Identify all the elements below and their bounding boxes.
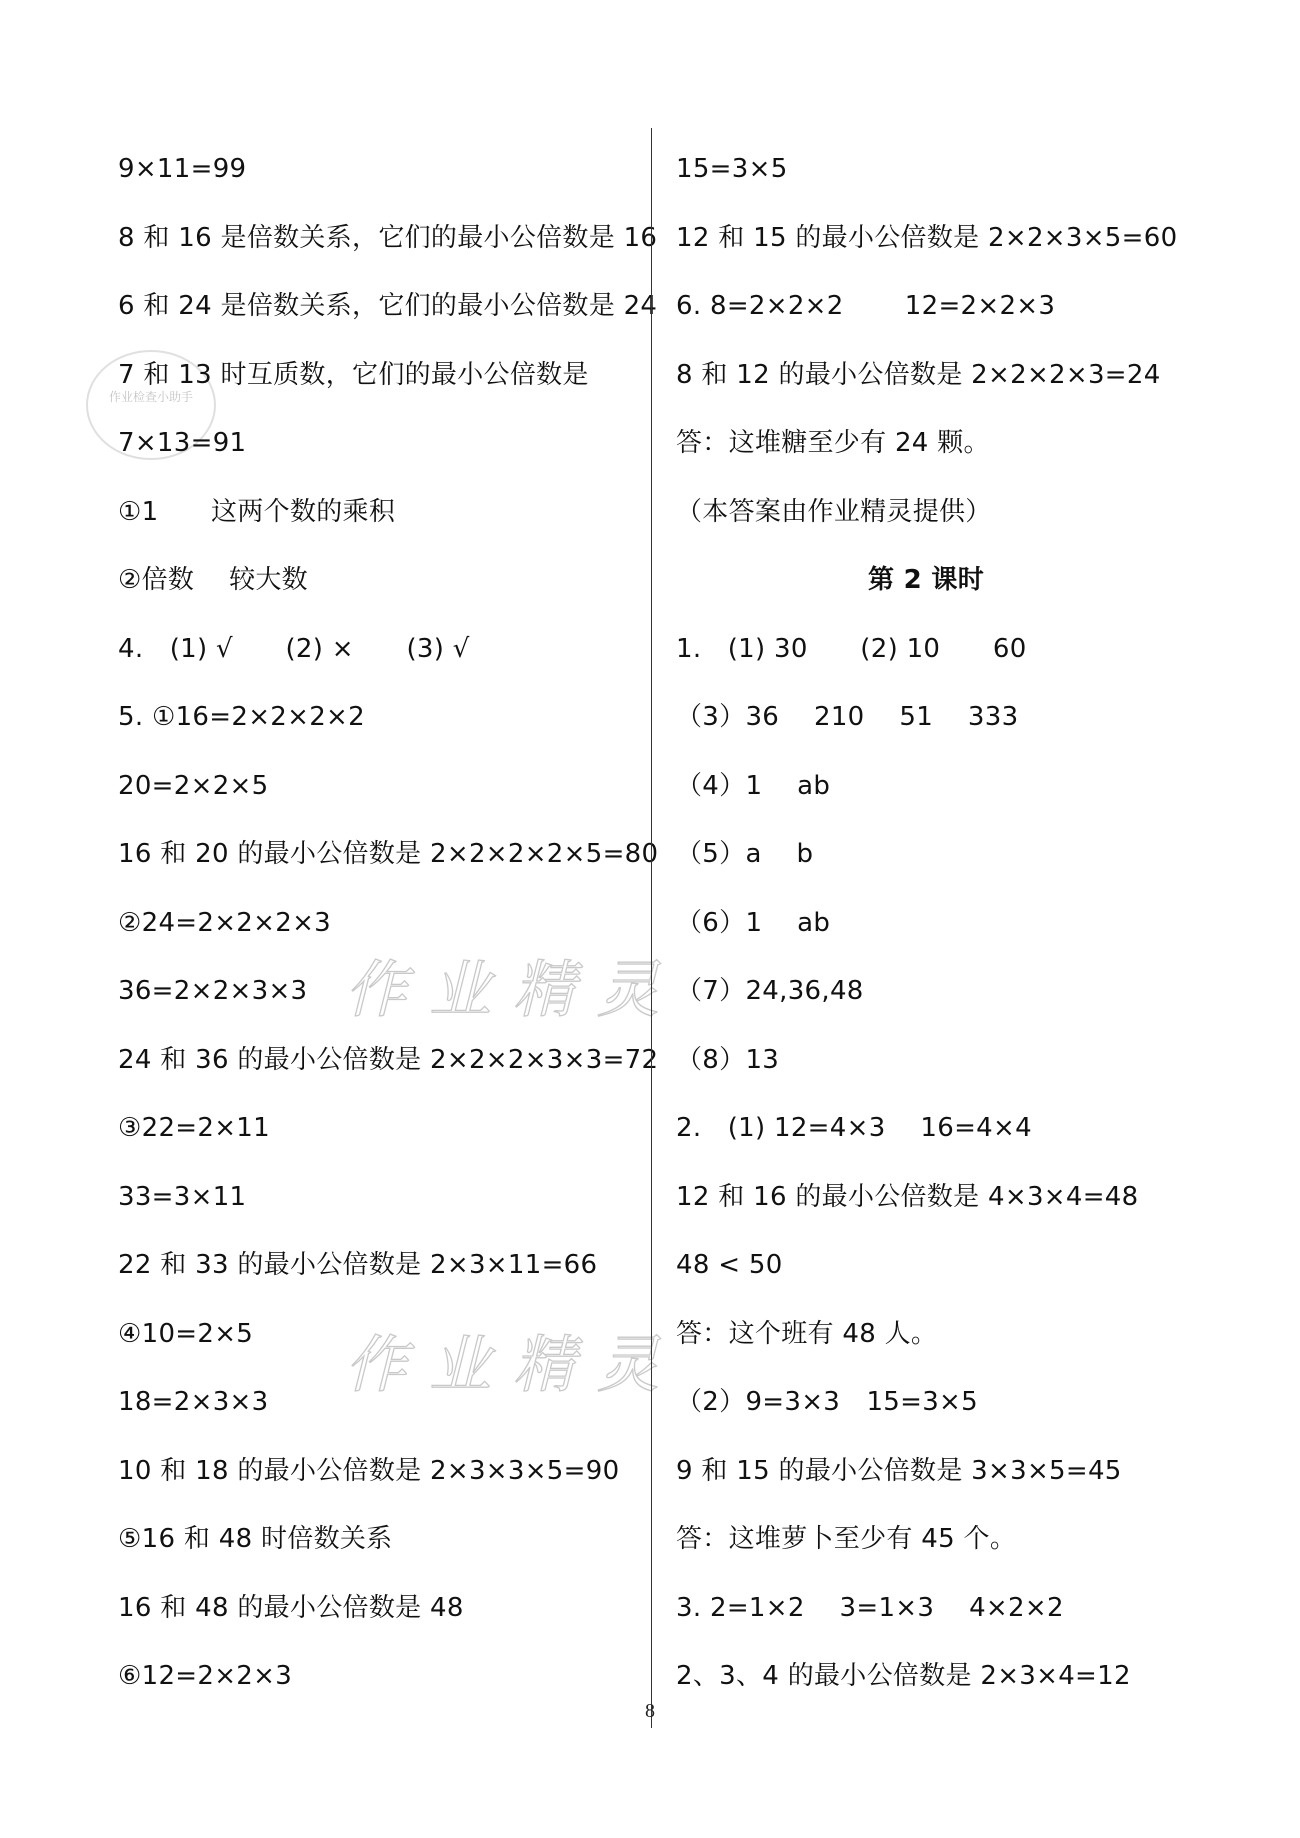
answer-line: 7×13=91 bbox=[118, 428, 247, 458]
answer-line: ④10=2×5 bbox=[118, 1318, 254, 1349]
answer-line: ⑤16 和 48 时倍数关系 bbox=[118, 1524, 393, 1554]
answer-line: 9×11=99 bbox=[118, 154, 247, 184]
answer-line: 12 和 15 的最小公倍数是 2×2×3×5=60 bbox=[676, 222, 1178, 253]
answer-line: 5. ①16=2×2×2×2 bbox=[118, 702, 365, 732]
answer-line: ②24=2×2×2×3 bbox=[118, 907, 332, 938]
column-divider bbox=[651, 128, 652, 1728]
answer-line: 6. 8=2×2×2 12=2×2×3 bbox=[676, 291, 1056, 321]
page-number: 8 bbox=[645, 1700, 655, 1722]
answer-line: 9 和 15 的最小公倍数是 3×3×5=45 bbox=[676, 1455, 1122, 1486]
answer-line: 6 和 24 是倍数关系，它们的最小公倍数是 24 bbox=[118, 291, 658, 321]
source-note: （本答案由作业精灵提供） bbox=[676, 496, 992, 527]
answer-line: 答：这个班有 48 人。 bbox=[676, 1318, 938, 1349]
answer-line: （8）13 bbox=[676, 1044, 780, 1075]
answer-line: 22 和 33 的最小公倍数是 2×3×11=66 bbox=[118, 1250, 598, 1280]
answer-line: 15=3×5 bbox=[676, 154, 788, 184]
answer-line: 3. 2=1×2 3=1×3 4×2×2 bbox=[676, 1592, 1064, 1623]
answer-line: ③22=2×11 bbox=[118, 1113, 270, 1143]
answer-line: 答：这堆糖至少有 24 颗。 bbox=[676, 428, 990, 458]
answer-line: 1. (1) 30 (2) 10 60 bbox=[676, 633, 1027, 664]
answer-line: 8 和 16 是倍数关系，它们的最小公倍数是 16 bbox=[118, 222, 658, 253]
answer-line: （7）24,36,48 bbox=[676, 976, 864, 1006]
seal-text: 作业检查小助手 bbox=[108, 390, 193, 404]
answer-line: ⑥12=2×2×3 bbox=[118, 1661, 293, 1691]
answer-line: 2、3、4 的最小公倍数是 2×3×4=12 bbox=[676, 1661, 1131, 1691]
answer-line: 24 和 36 的最小公倍数是 2×2×2×3×3=72 bbox=[118, 1044, 659, 1075]
right-column bbox=[676, 135, 1236, 1711]
answer-line: ①1 这两个数的乘积 bbox=[118, 496, 396, 527]
answer-line: （6）1 ab bbox=[676, 907, 831, 938]
answer-line: （2）9=3×3 15=3×5 bbox=[676, 1387, 978, 1417]
answer-line: 20=2×2×5 bbox=[118, 770, 269, 801]
answer-line: （4）1 ab bbox=[676, 770, 831, 801]
left-column bbox=[118, 135, 659, 1711]
answer-line: 12 和 16 的最小公倍数是 4×3×4=48 bbox=[676, 1181, 1139, 1212]
answer-line: 33=3×11 bbox=[118, 1181, 247, 1212]
answer-line: 16 和 48 的最小公倍数是 48 bbox=[118, 1592, 464, 1623]
watermark-lower: 作业精灵 bbox=[345, 1328, 682, 1401]
watermark-upper: 作业精灵 bbox=[345, 953, 682, 1026]
answer-line: （3）36 210 51 333 bbox=[676, 702, 1019, 732]
answer-line: 2. (1) 12=4×3 16=4×4 bbox=[676, 1113, 1032, 1143]
answer-line: 7 和 13 时互质数，它们的最小公倍数是 bbox=[118, 359, 589, 390]
answer-line: 4. (1) √ (2) × (3) √ bbox=[118, 633, 470, 664]
answer-line: （5）a b bbox=[676, 839, 814, 869]
answer-line: 48 < 50 bbox=[676, 1250, 783, 1280]
answer-line: 18=2×3×3 bbox=[118, 1387, 269, 1417]
section-heading: 第 2 课时 bbox=[868, 565, 984, 595]
answer-line: 答：这堆萝卜至少有 45 个。 bbox=[676, 1524, 1017, 1554]
answer-line: 36=2×2×3×3 bbox=[118, 976, 308, 1006]
answer-line: ②倍数 较大数 bbox=[118, 565, 308, 595]
answer-line: 8 和 12 的最小公倍数是 2×2×2×3=24 bbox=[676, 359, 1161, 390]
answer-line: 16 和 20 的最小公倍数是 2×2×2×2×5=80 bbox=[118, 839, 659, 869]
answer-line: 10 和 18 的最小公倍数是 2×3×3×5=90 bbox=[118, 1455, 620, 1486]
